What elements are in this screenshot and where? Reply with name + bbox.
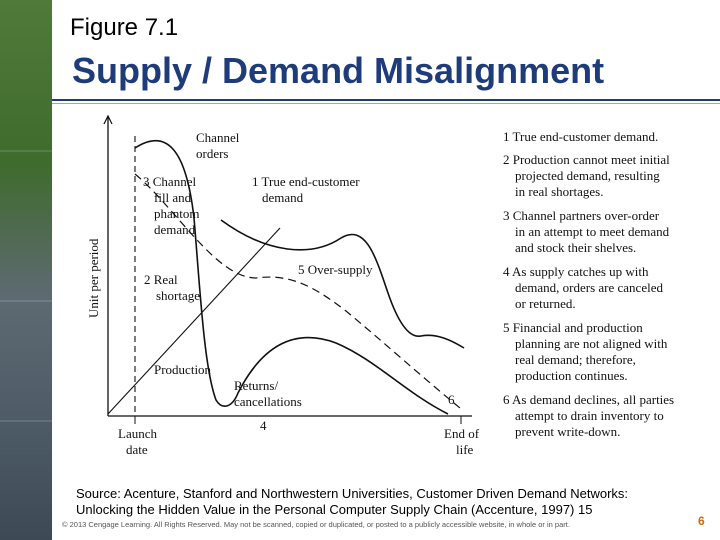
note-4-line-1: 4 As supply catches up with [503, 264, 649, 279]
title-divider [52, 99, 720, 101]
title-divider-thin [52, 103, 720, 104]
x-label-end-2: life [456, 442, 474, 457]
note-5-line-4: production continues. [515, 368, 628, 383]
x-label-end-1: End of [444, 426, 480, 441]
label-channel-fill-4: demand [154, 222, 196, 237]
note-4-line-2: demand, orders are canceled [515, 280, 663, 295]
label-channel-fill-2: fill and [154, 190, 192, 205]
label-over-supply: 5 Over-supply [298, 262, 373, 277]
label-true-demand-2: demand [262, 190, 304, 205]
label-real-shortage-2: shortage [156, 288, 201, 303]
source-citation: Source: Acenture, Stanford and Northwestern Universities, Customer Driven Demand Networks: Unlocking the Hidden Value in the Personal Computer Supply Chain (Accenture, 1997) 15 [76, 486, 629, 517]
notes-list [503, 129, 674, 439]
x-label-launch-1: Launch [118, 426, 157, 441]
note-3-line-1: 3 Channel partners over-order [503, 208, 660, 223]
label-channel-orders-1: Channel [196, 130, 240, 145]
label-returns-2: cancellations [234, 394, 302, 409]
figure-label: Figure 7.1 [70, 14, 179, 41]
note-1-line-1: 1 True end-customer demand. [503, 129, 659, 144]
supply-demand-diagram [76, 108, 716, 480]
marker-4: 4 [260, 418, 267, 433]
label-channel-orders-2: orders [196, 146, 229, 161]
label-production: Production [154, 362, 212, 377]
slide-title: Supply / Demand Misalignment [72, 50, 605, 91]
label-channel-fill-3: phantom [154, 206, 200, 221]
copyright-notice: © 2013 Cengage Learning. All Rights Reserved. May not be scanned, copied or duplicated, or posted to a publicly accessible website, in whole or in part. [62, 520, 570, 529]
note-6-line-3: prevent write-down. [515, 424, 621, 439]
label-true-demand-1: 1 True end-customer [252, 174, 360, 189]
label-real-shortage-1: 2 Real [144, 272, 178, 287]
note-5-line-2: planning are not aligned with [515, 336, 668, 351]
note-2-line-3: in real shortages. [515, 184, 604, 199]
note-6-line-2: attempt to drain inventory to [515, 408, 664, 423]
x-label-launch-2: date [126, 442, 148, 457]
note-2-line-2: projected demand, resulting [515, 168, 660, 183]
note-3-line-3: and stock their shelves. [515, 240, 637, 255]
note-4-line-3: or returned. [515, 296, 576, 311]
marker-6: 6 [448, 392, 455, 407]
page-number: 6 [698, 514, 705, 528]
note-2-line-1: 2 Production cannot meet initial [503, 152, 670, 167]
label-returns-1: Returns/ [234, 378, 279, 393]
note-5-line-1: 5 Financial and production [503, 320, 643, 335]
note-5-line-3: real demand; therefore, [515, 352, 636, 367]
y-axis-label: Unit per period [86, 238, 101, 318]
note-3-line-2: in an attempt to meet demand [515, 224, 670, 239]
note-6-line-1: 6 As demand declines, all parties [503, 392, 675, 407]
decorative-side-bar [0, 0, 52, 540]
label-channel-fill-1: 3 Channel [143, 174, 197, 189]
oversupply-curve [221, 220, 464, 348]
